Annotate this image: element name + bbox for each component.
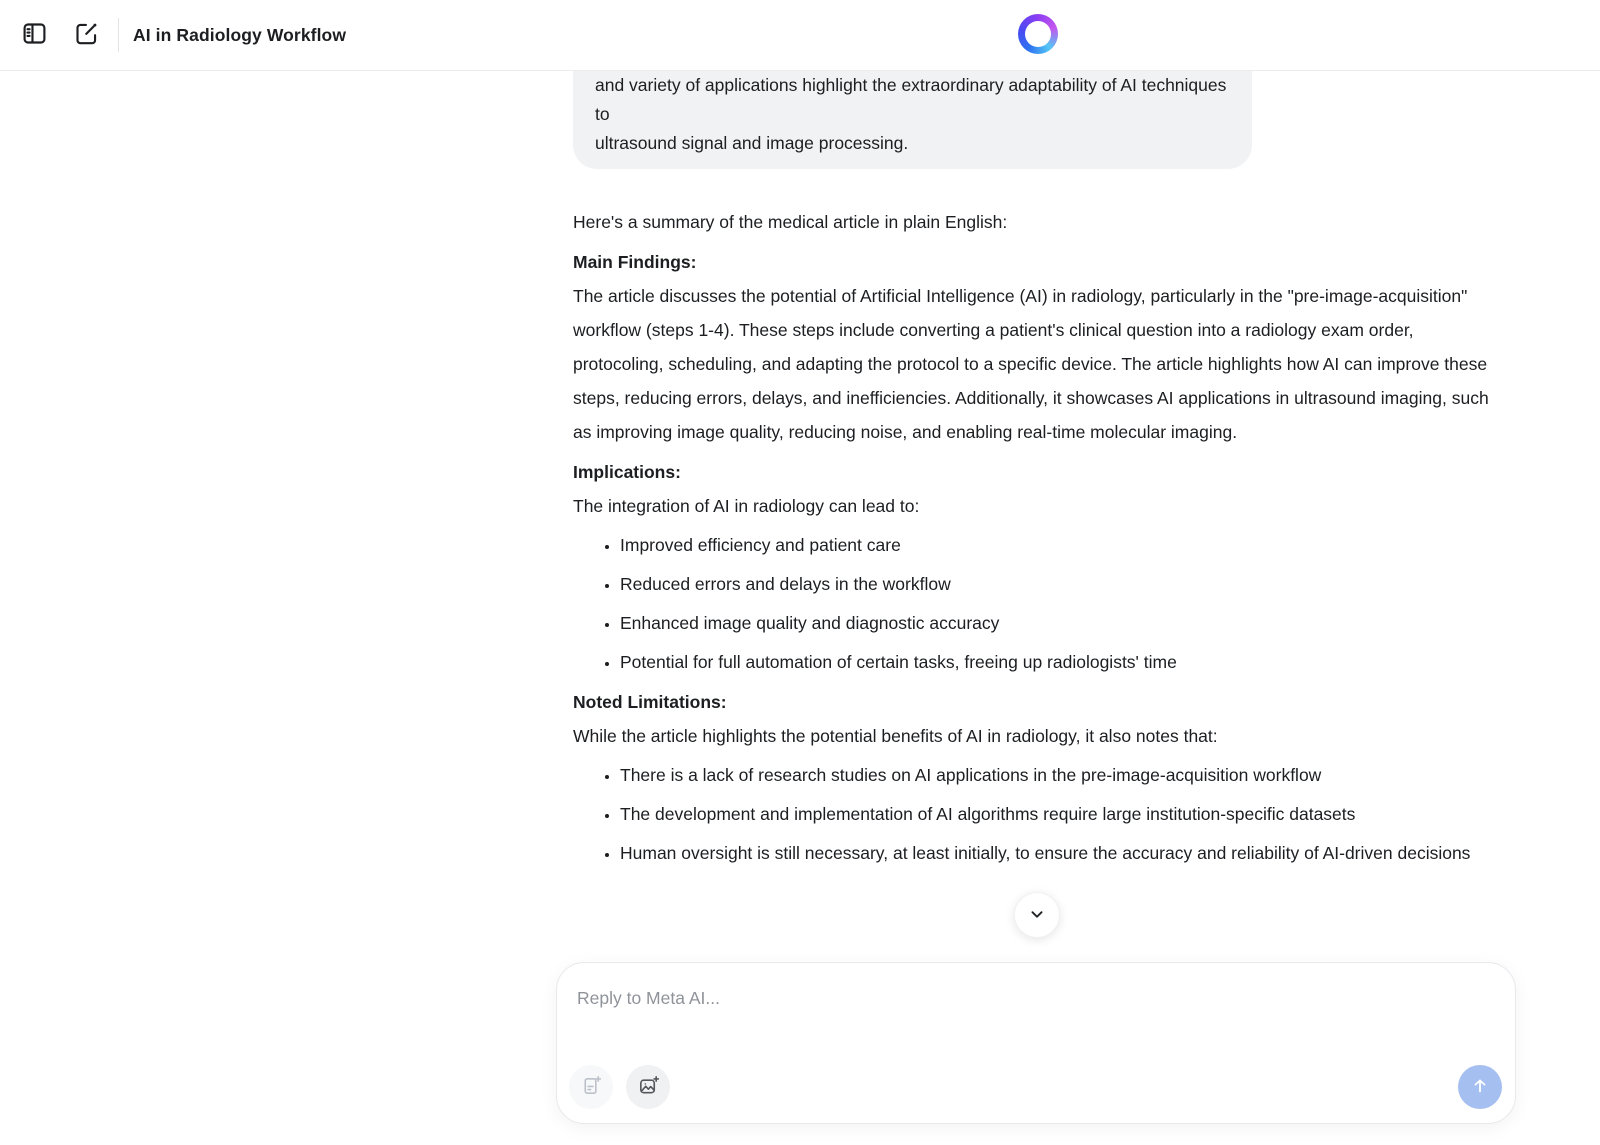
sidebar-toggle-button[interactable] — [12, 13, 56, 57]
section-heading-implications: Implications: — [573, 462, 681, 482]
user-message-bubble — [573, 70, 1252, 169]
user-message-line: ultrasound signal and image processing. — [595, 133, 909, 153]
implications-list — [573, 528, 1493, 679]
list-item: • There is a lack of research studies on AI applications in the pre-image-acquisition workflow — [620, 758, 1493, 792]
attachment-buttons — [569, 1065, 670, 1109]
list-item: • Reduced errors and delays in the workflow — [620, 567, 1493, 601]
assistant-message — [573, 205, 1493, 870]
attach-document-button[interactable] — [569, 1065, 613, 1109]
document-plus-icon — [580, 1074, 603, 1100]
scroll-to-bottom-button[interactable] — [1014, 892, 1060, 938]
limitations-list — [573, 758, 1493, 870]
list-item: • Potential for full automation of certain tasks, freeing up radiologists' time — [620, 645, 1493, 679]
image-plus-icon — [637, 1074, 660, 1100]
chevron-down-icon — [1026, 903, 1048, 928]
composer — [556, 962, 1516, 1124]
page-title: AI in Radiology Workflow — [133, 24, 347, 45]
arrow-up-icon — [1469, 1075, 1491, 1100]
top-bar — [0, 0, 1600, 71]
section-body: The article discusses the potential of Artificial Intelligence (AI) in radiology, particularly in the "pre-image-acquisition" workflow (steps 1-4). These steps include converting a patient's clinical question into a radiology exam order, protocoling, scheduling, and adapting the protocol to a specific device. The article highlights how AI can improve these steps, reducing errors, delays, and inefficiencies. Additionally, it showcases AI applications in ultrasound imaging, such as improving image quality, reducing noise, and enabling real-time molecular imaging. — [573, 286, 1489, 442]
section-body: The integration of AI in radiology can lead to: — [573, 496, 920, 516]
meta-ai-logo-icon — [1018, 14, 1058, 54]
section-heading-main-findings: Main Findings: — [573, 252, 697, 272]
list-item: • Enhanced image quality and diagnostic accuracy — [620, 606, 1493, 640]
compose-icon — [73, 20, 100, 50]
panel-left-icon — [21, 20, 48, 50]
reply-input[interactable] — [575, 977, 1279, 1019]
new-chat-button[interactable] — [64, 13, 108, 57]
assistant-intro: Here's a summary of the medical article in plain English: — [573, 212, 1008, 232]
section-heading-noted-limitations: Noted Limitations: — [573, 692, 727, 712]
send-button[interactable] — [1458, 1065, 1502, 1109]
section-body: While the article highlights the potential benefits of AI in radiology, it also notes that: — [573, 726, 1218, 746]
list-item: • Improved efficiency and patient care — [620, 528, 1493, 562]
header-divider — [118, 18, 119, 52]
user-message-line: and variety of applications highlight the extraordinary adaptability of AI techniques to — [595, 75, 1227, 124]
list-item: • The development and implementation of AI algorithms require large institution-specific datasets — [620, 797, 1493, 831]
list-item: • Human oversight is still necessary, at least initially, to ensure the accuracy and reliability of AI-driven decisions — [620, 836, 1493, 870]
attach-image-button[interactable] — [626, 1065, 670, 1109]
